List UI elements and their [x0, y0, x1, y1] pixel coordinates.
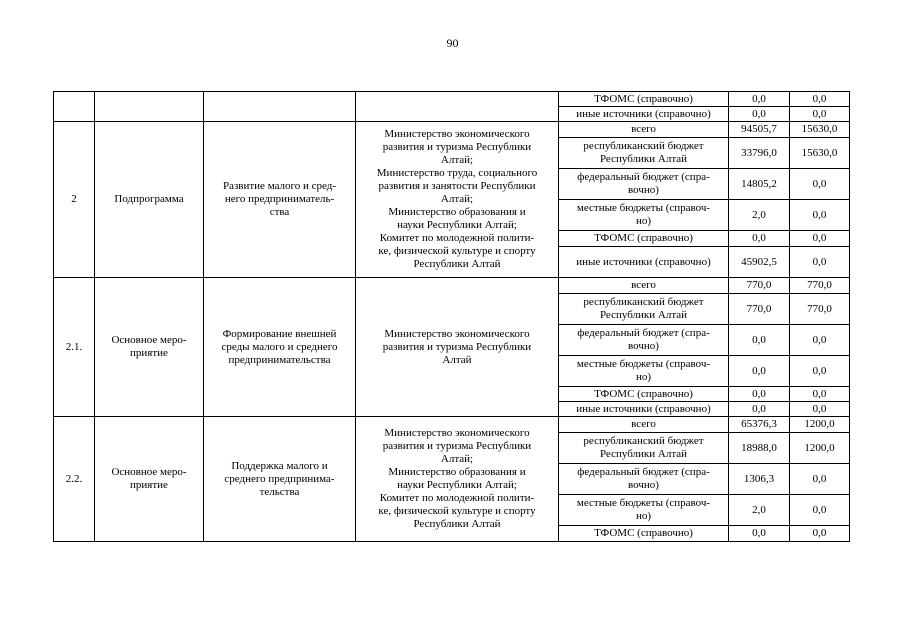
total-cell: 14805,2: [729, 169, 790, 200]
total-cell: 770,0: [729, 294, 790, 325]
year-cell: 770,0: [790, 294, 850, 325]
year-cell: 0,0: [790, 107, 850, 122]
name-cell: Формирование внешней среды малого и среднего предпринимательства: [204, 278, 356, 417]
source-cell: иные источники (справочно): [559, 402, 729, 417]
name-cell: [204, 92, 356, 122]
executors-cell: Министерство экономического развития и туризма Республики Алтай; Министерство образования и науки Республики Алтай; Комитет по молодежной полити- ке, физической культуре и спорту Республики Алтай: [356, 417, 559, 542]
year-cell: 0,0: [790, 247, 850, 278]
source-cell: ТФОМС (справочно): [559, 92, 729, 107]
year-cell: 15630,0: [790, 122, 850, 138]
source-cell: федеральный бюджет (спра- вочно): [559, 169, 729, 200]
total-cell: 2,0: [729, 495, 790, 526]
number-cell: [54, 92, 95, 122]
total-cell: 0,0: [729, 92, 790, 107]
year-cell: 0,0: [790, 231, 850, 247]
total-cell: 0,0: [729, 402, 790, 417]
total-cell: 45902,5: [729, 247, 790, 278]
type-cell: Основное меро- приятие: [95, 417, 204, 542]
funding-table: [53, 91, 850, 542]
number-cell: 2.2.: [54, 417, 95, 542]
source-cell: федеральный бюджет (спра- вочно): [559, 464, 729, 495]
type-cell: [95, 92, 204, 122]
total-cell: 18988,0: [729, 433, 790, 464]
type-cell: Основное меро- приятие: [95, 278, 204, 417]
year-cell: 1200,0: [790, 417, 850, 433]
year-cell: 770,0: [790, 278, 850, 294]
total-cell: 2,0: [729, 200, 790, 231]
table-row: [54, 278, 850, 294]
source-cell: иные источники (справочно): [559, 247, 729, 278]
total-cell: 33796,0: [729, 138, 790, 169]
total-cell: 0,0: [729, 107, 790, 122]
total-cell: 0,0: [729, 526, 790, 542]
name-cell: Развитие малого и сред- него предприниматель- ства: [204, 122, 356, 278]
year-cell: 0,0: [790, 526, 850, 542]
number-cell: 2.1.: [54, 278, 95, 417]
total-cell: 1306,3: [729, 464, 790, 495]
year-cell: 0,0: [790, 402, 850, 417]
year-cell: 0,0: [790, 325, 850, 356]
source-cell: республиканский бюджет Республики Алтай: [559, 294, 729, 325]
executors-cell: Министерство экономического развития и туризма Республики Алтай: [356, 278, 559, 417]
source-cell: всего: [559, 122, 729, 138]
total-cell: 0,0: [729, 356, 790, 387]
year-cell: 0,0: [790, 356, 850, 387]
table-row: [54, 122, 850, 138]
name-cell: Поддержка малого и среднего предпринима- тельства: [204, 417, 356, 542]
total-cell: 770,0: [729, 278, 790, 294]
table-row: [54, 417, 850, 433]
executors-cell: Министерство экономического развития и туризма Республики Алтай; Министерство труда, социального развития и занятости Республики Алтай; Министерство образования и науки Республики Алтай; Комитет по молодежной полити- ке, физической культуре и спорту Республики Алтай: [356, 122, 559, 278]
source-cell: ТФОМС (справочно): [559, 526, 729, 542]
source-cell: всего: [559, 278, 729, 294]
source-cell: местные бюджеты (справоч- но): [559, 356, 729, 387]
source-cell: федеральный бюджет (спра- вочно): [559, 325, 729, 356]
total-cell: 0,0: [729, 231, 790, 247]
source-cell: местные бюджеты (справоч- но): [559, 200, 729, 231]
year-cell: 0,0: [790, 464, 850, 495]
total-cell: 94505,7: [729, 122, 790, 138]
year-cell: 0,0: [790, 200, 850, 231]
total-cell: 0,0: [729, 387, 790, 402]
year-cell: 15630,0: [790, 138, 850, 169]
table-row: [54, 92, 850, 107]
source-cell: всего: [559, 417, 729, 433]
source-cell: республиканский бюджет Республики Алтай: [559, 433, 729, 464]
source-cell: ТФОМС (справочно): [559, 387, 729, 402]
source-cell: местные бюджеты (справоч- но): [559, 495, 729, 526]
number-cell: 2: [54, 122, 95, 278]
year-cell: 0,0: [790, 495, 850, 526]
source-cell: республиканский бюджет Республики Алтай: [559, 138, 729, 169]
executors-cell: [356, 92, 559, 122]
total-cell: 65376,3: [729, 417, 790, 433]
year-cell: 0,0: [790, 169, 850, 200]
source-cell: иные источники (справочно): [559, 107, 729, 122]
source-cell: ТФОМС (справочно): [559, 231, 729, 247]
year-cell: 1200,0: [790, 433, 850, 464]
page-number: 90: [446, 36, 459, 50]
total-cell: 0,0: [729, 325, 790, 356]
year-cell: 0,0: [790, 92, 850, 107]
year-cell: 0,0: [790, 387, 850, 402]
type-cell: Подпрограмма: [95, 122, 204, 278]
